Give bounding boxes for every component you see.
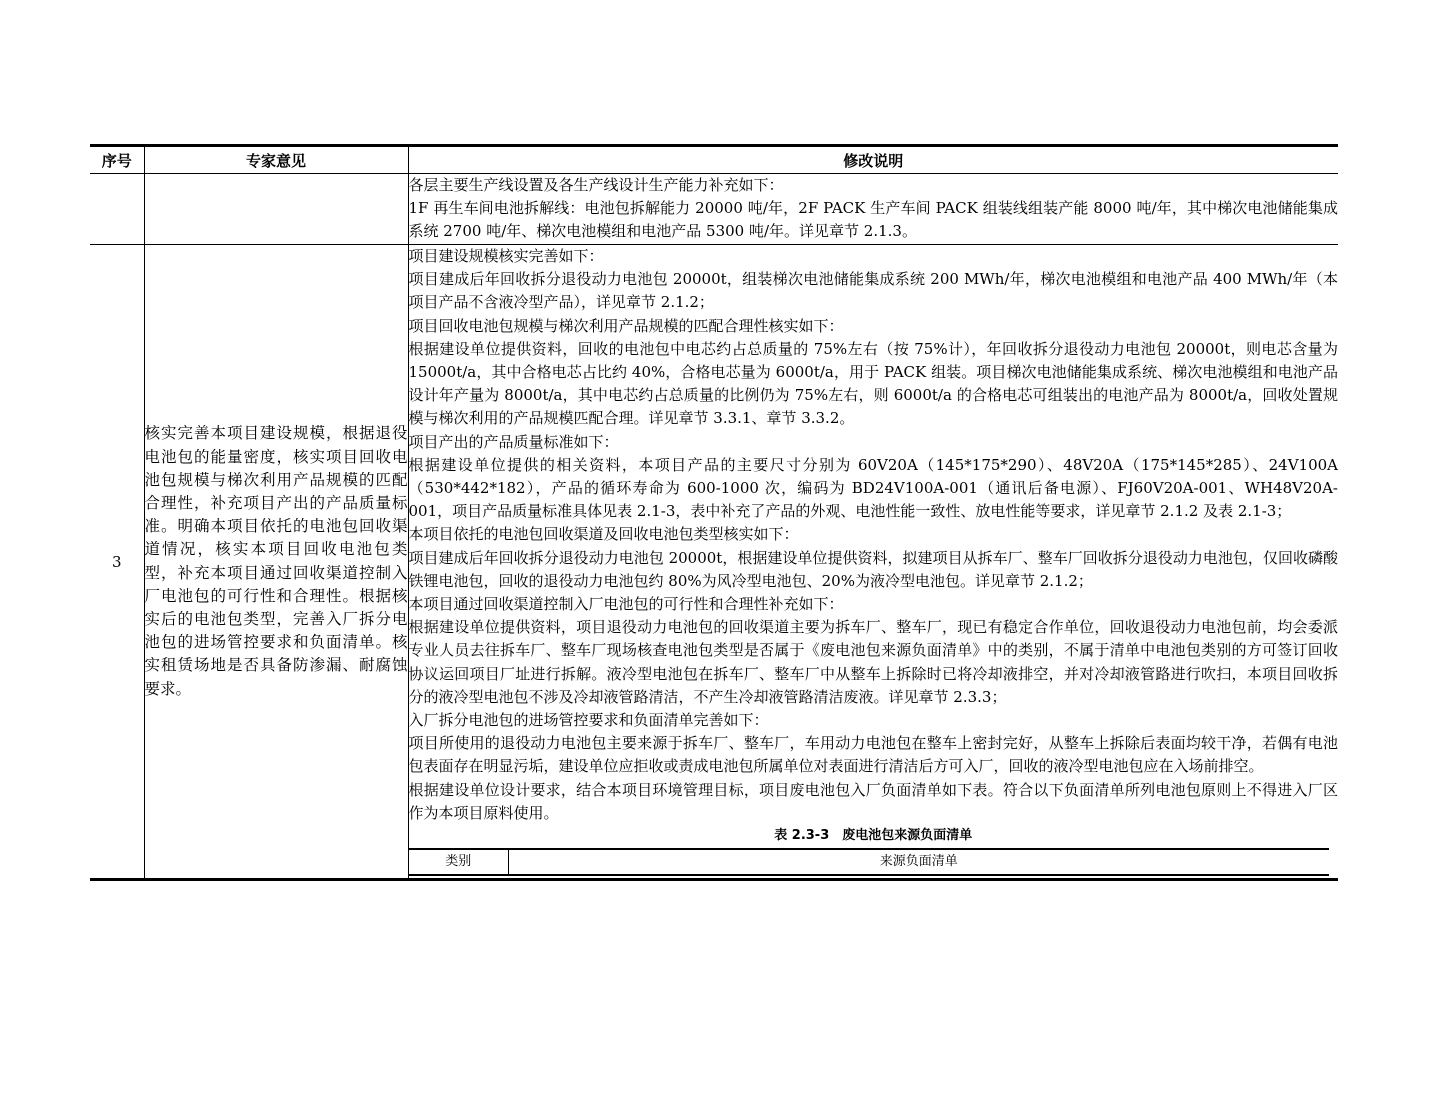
row2-para-7: 本项目依托的电池包回收渠道及回收电池包类型核实如下： — [408, 525, 799, 544]
row2-para-11: 入厂拆分电池包的进场管控要求和负面清单完善如下： — [408, 711, 769, 730]
table-row — [90, 245, 1338, 880]
row2-serial: 3 — [90, 245, 144, 880]
document-sheet — [90, 144, 1338, 881]
subtable-header-category: 类别 — [409, 849, 509, 875]
row2-para-12: 项目所使用的退役动力电池包主要来源于拆车厂、整车厂，车用动力电池包在整车上密封完好，从整车上拆除后表面均较干净，若偶有电池包表面存在明显污垢，建设单位应拒收或责成电池包所属单位对表面进行清洁后方可入厂，回收的液冷型电池包应在入场前排空。 — [408, 734, 1338, 776]
negative-list-table — [409, 848, 1329, 876]
expert-opinion-table — [90, 144, 1338, 881]
row1-opinion — [144, 174, 408, 245]
row2-para-10: 根据建设单位提供资料，项目退役动力电池包的回收渠道主要为拆车厂、整车厂，现已有稳定合作单位，回收退役动力电池包前，均会委派专业人员去往拆车厂、整车厂现场核查电池包类型是否属于《废电池包来源负面清单》中的类别，不属于清单中电池包类别的方可签订回收协议运回项目厂址进行拆解。液冷型电池包在拆车厂、整车厂中从整车上拆除时已将冷却液排空，并对冷却液管路进行吹扫，本项目回收拆分的液冷型电池包不涉及冷却液管路清洁，不产生冷却液管路清洁废液。详见章节 2.3.3； — [408, 618, 1338, 706]
row2-opinion: 核实完善本项目建设规模，根据退役电池包的能量密度，核实项目回收电池包规模与梯次利用产品规模的匹配合理性，补充项目产出的产品质量标准。明确本项目依托的电池包回收渠道情况，核实本项目回收电池包类型，补充本项目通过回收渠道控制入厂电池包的可行性和合理性。根据核实后的电池包类型，完善入厂拆分电池包的进场管控要求和负面清单。核实租赁场地是否具备防渗漏、耐腐蚀要求。 — [144, 245, 408, 880]
header-serial: 序号 — [90, 146, 144, 174]
table-row — [90, 174, 1338, 245]
header-expert-opinion: 专家意见 — [144, 146, 408, 174]
subtable-caption: 表 2.3-3 废电池包来源负面清单 — [774, 828, 973, 844]
row1-line-1: 各层主要生产线设置及各生产线设计生产能力补充如下： — [408, 176, 784, 194]
row2-para-8: 项目建成后年回收拆分退役动力电池包 20000t，根据建设单位提供资料，拟建项目从拆车厂、整车厂回收拆分退役动力电池包，仅回收磷酸铁锂电池包，回收的退役动力电池包约 80%为风冷型电池包、20%为液冷型电池包。详见章节 2.1.2； — [408, 548, 1338, 590]
row2-para-4: 根据建设单位提供资料，回收的电池包中电芯约占总质量的 75%左右（按 75%计），年回收拆分退役动力电池包 20000t，则电芯含量为 15000t/a，其中合格电芯占比约 40%，合格电芯量为 6000t/a，用于 PACK 组装。项目梯次电池储能集成系统、梯次电池模组和电池产品设计年产量为 8000t/a，其中电芯约占总质量的比例仍为 75%左右，则 6000t/a 的合格电芯可组装出的电池产品为 8000t/a，回收处置规模与梯次利用的产品规模匹配合理。详见章节 3.3.1、章节 3.3.2。 — [408, 339, 1338, 428]
row2-para-9: 本项目通过回收渠道控制入厂电池包的可行性和合理性补充如下： — [408, 595, 844, 614]
table-header-row — [90, 146, 1338, 174]
row2-para-1: 项目建设规模核实完善如下： — [408, 247, 604, 265]
row2-para-5: 项目产出的产品质量标准如下： — [408, 432, 619, 451]
header-revision-notes: 修改说明 — [408, 146, 1338, 174]
row1-line-2: 1F 再生车间电池拆解线：电池包拆解能力 20000 吨/年，2F PACK 生产车间 PACK 组装线组装产能 8000 吨/年，其中梯次电池储能集成系统 2700 吨/年、梯次电池模组和电池产品 5300 吨/年。详见章节 2.1.3。 — [408, 199, 1338, 241]
row2-para-6: 根据建设单位提供的相关资料，本项目产品的主要尺寸分别为 60V20A（145*175*290）、48V20A（175*145*285）、24V100A（530*442*182），产品的循环寿命为 600-1000 次，编码为 BD24V100A-001（通讯后备电源）、FJ60V20A-001、WH48V20A-001，项目产品质量标准具体见表 2.1-3，表中补充了产品的外观、电池性能一致性、放电性能等要求，详见章节 2.1.2 及表 2.1-3； — [408, 455, 1338, 521]
subtable-header-negative-list: 来源负面清单 — [509, 849, 1329, 875]
row2-para-3: 项目回收电池包规模与梯次利用产品规模的匹配合理性核实如下： — [408, 316, 844, 335]
row2-revision — [408, 245, 1338, 880]
row1-revision — [408, 174, 1338, 245]
row2-para-13: 根据建设单位设计要求，结合本项目环境管理目标，项目废电池包入厂负面清单如下表。符合以下负面清单所列电池包原则上不得进入厂区作为本项目原料使用。 — [408, 780, 1338, 822]
row1-serial — [90, 174, 144, 245]
row2-para-2: 项目建成后年回收拆分退役动力电池包 20000t，组装梯次电池储能集成系统 200 MWh/年，梯次电池模组和电池产品 400 MWh/年（本项目产品不含液冷型产品），详见章节 2.1.2； — [408, 270, 1338, 312]
subtable-header-row — [409, 849, 1329, 875]
